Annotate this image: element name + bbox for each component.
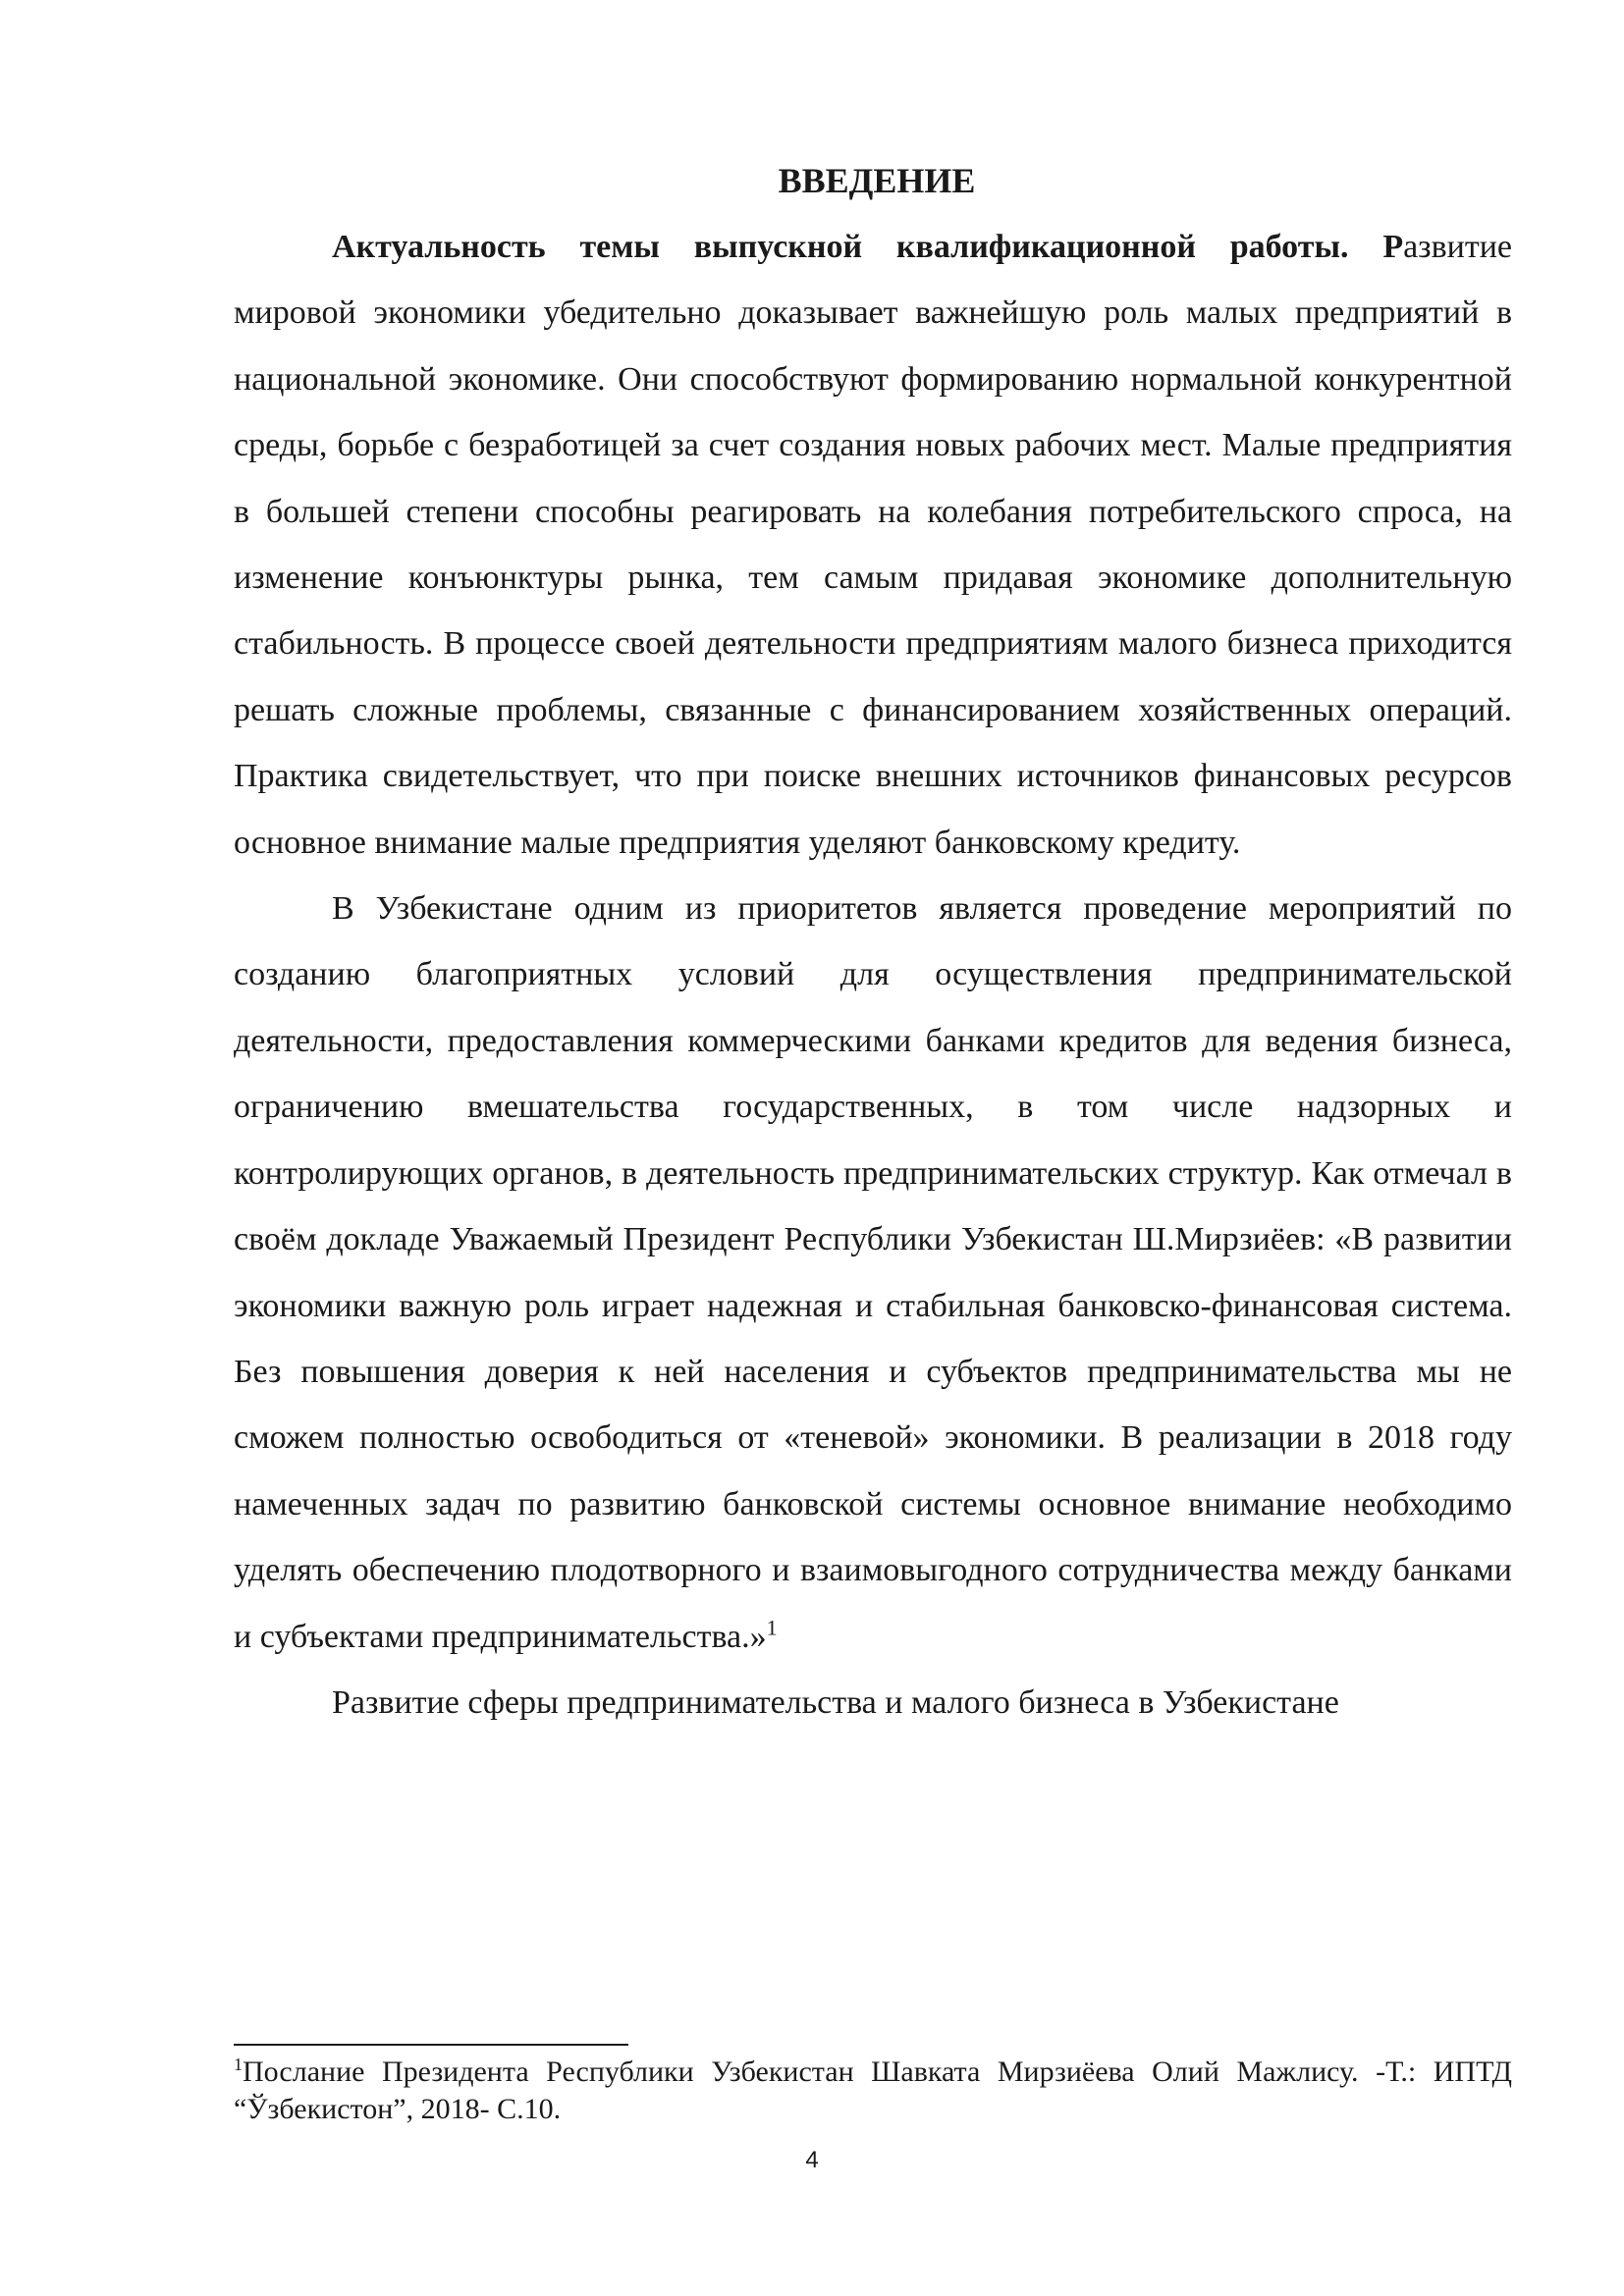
footnote-text: Послание Президента Республики Узбекистан Шавката Мирзиёева Олий Мажлису. -Т.: ИПТД “Ўзбекистон”, 2018- С.10. <box>234 2056 1512 2125</box>
paragraph-development <box>234 1670 1512 1735</box>
paragraph-relevance <box>234 214 1512 876</box>
paragraph-uzbekistan <box>234 876 1512 1670</box>
page-number: 4 <box>805 2147 819 2173</box>
footnote <box>234 2054 1512 2128</box>
paragraph-body: азвитие мировой экономики убедительно доказывает важнейшую роль малых предприятий в национальной экономике. Они способствуют формированию нормальной конкурентной среды, борьбе с безработицей за счет создания новых рабочих мест. Малые предприятия в большей степени способны реагировать на колебания потребительского спроса, на изменение конъюнктуры рынка, тем самым придавая экономике дополнительную стабильность. В процессе своей деятельности предприятиям малого бизнеса приходится решать сложные проблемы, связанные с финансированием хозяйственных операций. Практика свидетельствует, что при поиске внешних источников финансовых ресурсов основное внимание малые предприятия уделяют банковскому кредиту. <box>234 229 1513 861</box>
footnote-marker: 1 <box>234 2055 243 2074</box>
paragraph-lead: Актуальность темы выпускной квалификационной работы. <box>332 229 1349 265</box>
footnote-reference: 1 <box>766 1615 778 1640</box>
footnote-separator <box>234 2044 628 2046</box>
paragraph-first-letter: Р <box>1382 229 1404 265</box>
section-heading: ВВЕДЕНИЕ <box>778 161 976 200</box>
paragraph-body: Развитие сферы предпринимательства и малого бизнеса в Узбекистане <box>332 1683 1339 1721</box>
paragraph-body: В Узбекистане одним из приоритетов является проведение мероприятий по созданию благоприятных условий для осуществления предпринимательской деятельности, предоставления коммерческими банками кредитов для ведения бизнеса, ограничению вмешательства государственных, в том числе надзорных и контролирующих органов, в деятельность предпринимательских структур. Как отмечал в своём докладе Уважаемый Президент Республики Узбекистан Ш.Мирзиёев: «В развитии экономики важную роль играет надежная и стабильная банковско-финансовая система. Без повышения доверия к ней населения и субъектов предпринимательства мы не сможем полностью освободиться от «теневой» экономики. В реализации в 2018 году намеченных задач по развитию банковской системы основное внимание необходимо уделять обеспечению плодотворного и взаимовыгодного сотрудничества между банками и субъектами предпринимательства.» <box>234 890 1512 1655</box>
main-text <box>234 147 1512 1735</box>
